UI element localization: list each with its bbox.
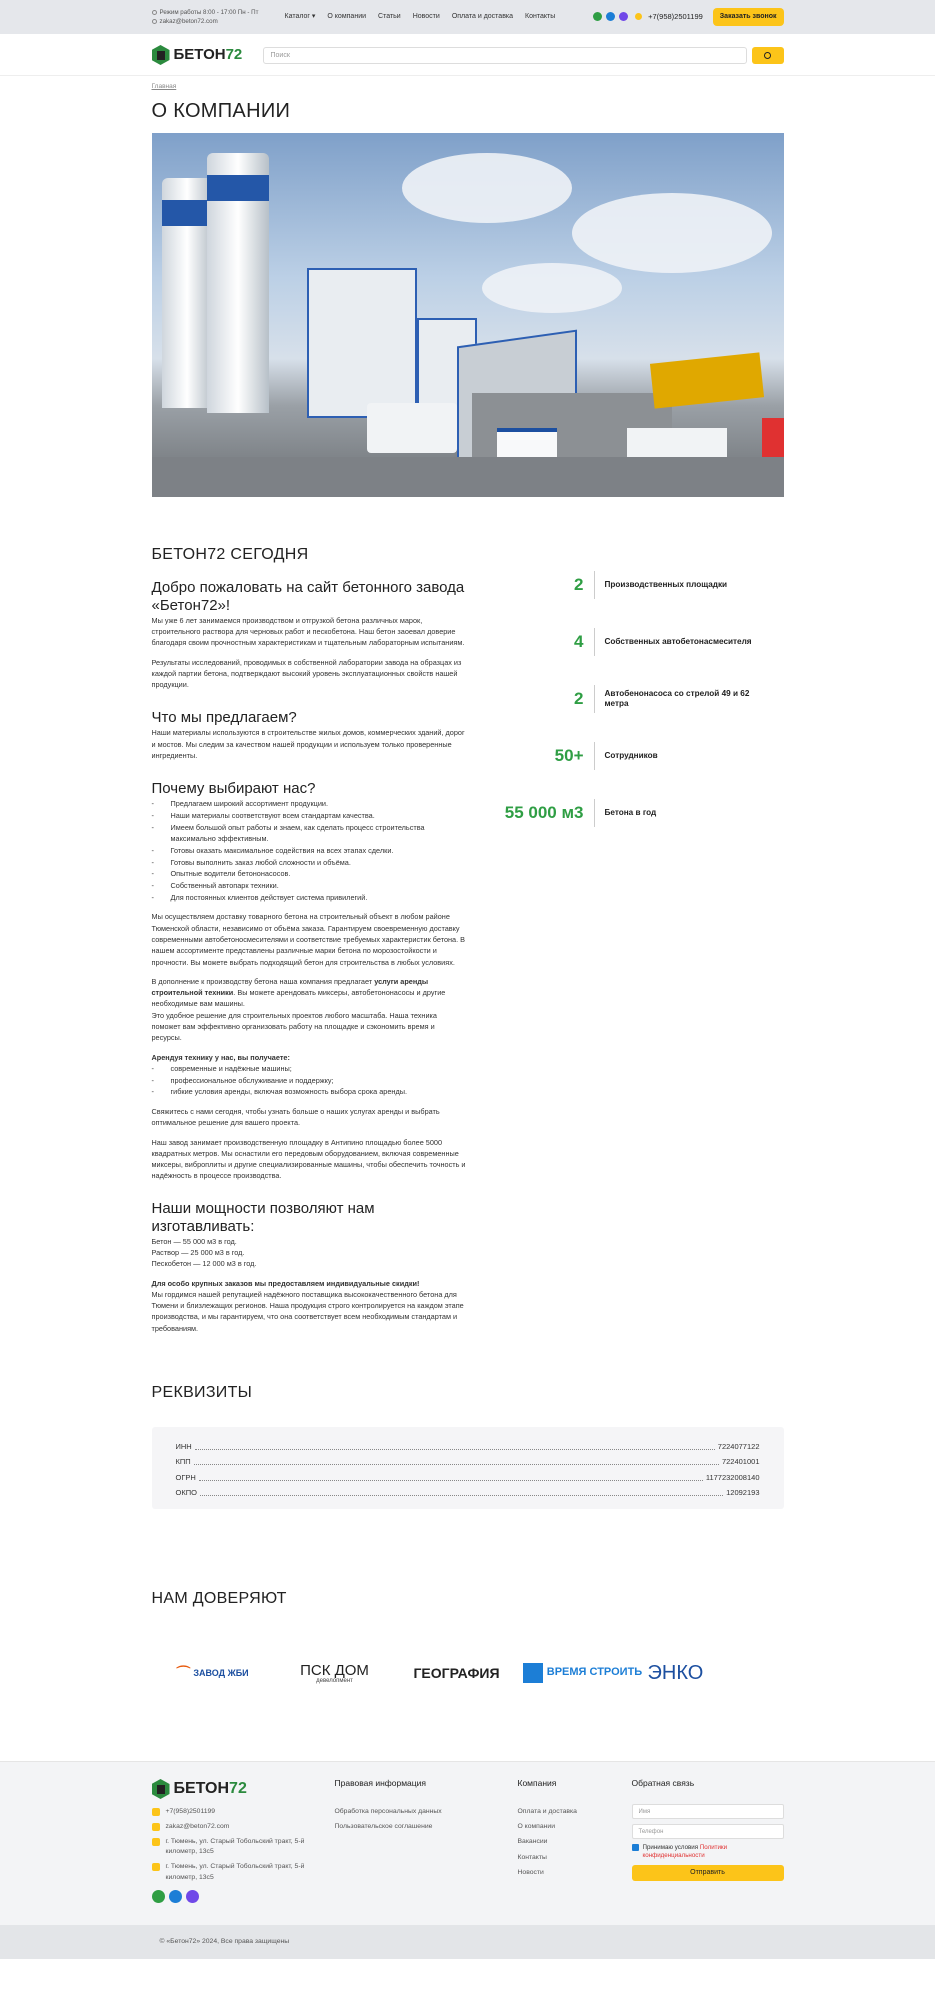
partner-name: ЗАВОД ЖБИ — [193, 1667, 249, 1678]
contact-info — [152, 8, 282, 27]
search-input[interactable]: Поиск — [263, 47, 747, 64]
partner-name: ВРЕМЯ СТРОИТЬ — [546, 1666, 643, 1679]
work-hours: Режим работы 8:00 - 17:00 Пн - Пт — [159, 8, 259, 16]
logo-number: 72 — [225, 46, 243, 64]
requisites-row — [176, 1437, 760, 1453]
welcome-p2: Результаты исследований, проводимых в собственной лаборатории завода на образцах из каждой партии бетона, подтверждают высокий уровень эксплуатационных свойств нашей продукции. — [151, 657, 462, 690]
stat-number: 2 — [574, 574, 584, 594]
partner-name: ЭНКО — [647, 1661, 704, 1684]
requisites-table — [152, 1427, 784, 1509]
checkbox-icon[interactable] — [632, 1844, 639, 1851]
link-about[interactable]: О компании — [517, 1823, 555, 1831]
list-item: - Предлагаем широкий ассортимент продукции. — [152, 798, 466, 810]
list-item: - современные и надёжные машины; — [152, 1063, 466, 1075]
breadcrumb[interactable]: Главная — [151, 83, 177, 90]
footer-messengers — [152, 1890, 335, 1903]
mail-icon — [152, 19, 157, 24]
address-text: г. Тюмень, ул. Старый Тобольский тракт, 5-й километр, 13с5 — [165, 1838, 305, 1856]
final-p: Мы гордимся нашей репутацией надёжного поставщика высококачественного бетона для Тюмени и близлежащих регионов. Наша продукция строго контролируется на каждом этапе производства, и мы гарантируем, что она соответствует всем необходимым стандартам и требованиям. — [151, 1289, 464, 1333]
nav-news[interactable]: Новости — [412, 12, 440, 20]
stat-item — [495, 671, 784, 728]
hero-image — [152, 133, 784, 497]
footer-legal-title: Правовая информация — [334, 1778, 427, 1789]
about-text — [152, 569, 466, 1334]
footer-address-2 — [152, 1862, 335, 1882]
welcome-p1: Мы уже 6 лет занимаемся производством и отгрузкой бетона различных марок, строительного раствора для черновых работ и пескобетона. Наш бетон заоевал доверие благодаря своим прочностным характеристикам и тщательным лабораторным испытаниям. — [151, 615, 465, 648]
req-value: 12092193 — [726, 1488, 760, 1498]
partner-name: ГЕОГРАФИЯ — [413, 1665, 500, 1682]
stat-label: Собственных автобетонасмесителя — [604, 636, 752, 646]
req-value: 7224077122 — [717, 1441, 760, 1451]
nav-contacts[interactable]: Контакты — [525, 12, 556, 20]
req-key: ИНН — [175, 1441, 192, 1451]
partner-logo[interactable]: ⌒ ЗАВОД ЖБИ — [176, 1665, 249, 1682]
logo-number: 72 — [229, 1780, 247, 1798]
feedback-title: Обратная связь — [631, 1778, 695, 1789]
nav-articles[interactable]: Статьи — [378, 12, 401, 20]
link-payment[interactable]: Оплата и доставка — [517, 1807, 577, 1815]
list-item: - Наши материалы соответствуют всем стандартам качества. — [152, 810, 466, 822]
partner-subname: девелопмент — [316, 1677, 353, 1684]
stat-number: 2 — [574, 688, 584, 708]
stat-label: Сотрудников — [604, 750, 658, 760]
logo-cube-icon — [152, 1779, 170, 1799]
footer-phone[interactable] — [152, 1807, 335, 1817]
truck-icon — [152, 1863, 160, 1871]
mail-icon — [152, 1823, 160, 1831]
list-item: - Для постоянных клиентов действует система привилегий. — [152, 892, 466, 904]
footer-legal — [335, 1777, 518, 1902]
nav-catalog[interactable]: Каталог ▾ — [284, 12, 316, 20]
rent-p1-text-end: . Вы можете арендовать миксеры, автобетононасосы и другие необходимые вам машины. — [151, 988, 446, 1009]
link-contacts[interactable]: Контакты — [517, 1853, 547, 1861]
search-button[interactable] — [752, 47, 784, 64]
offer-p: Наши материалы используются в строительстве жилых домов, коммерческих зданий, дорог и мостов. Мы следим за качеством нашей продукции и используем только проверенные ингредиенты. — [151, 728, 465, 760]
capacity-1: Бетон — 55 000 м3 в год. — [151, 1236, 237, 1246]
rent-p1 — [152, 976, 466, 1010]
telegram-icon[interactable] — [606, 12, 615, 21]
partner-logo[interactable] — [648, 1659, 738, 1688]
header — [0, 34, 935, 76]
req-key: КПП — [175, 1457, 191, 1467]
contact-p: Свяжитесь с нами сегодня, чтобы узнать больше о наших услугах аренды и выбрать оптимальное решение для вашего проекта. — [151, 1106, 440, 1128]
rent-head-text: Арендуя технику у нас, вы получаете: — [151, 1052, 290, 1062]
link-news[interactable]: Новости — [517, 1868, 544, 1876]
telegram-icon[interactable] — [169, 1890, 182, 1903]
rent-list — [152, 1063, 466, 1098]
requisites-row — [176, 1468, 760, 1484]
name-field[interactable]: Имя — [632, 1804, 784, 1819]
discount-text: Для особо крупных заказов мы предоставляем индивидуальные скидки! — [151, 1278, 420, 1288]
rent-p1-bold: услуги аренды строительной техники — [151, 976, 429, 998]
partner-logo[interactable] — [518, 1663, 648, 1683]
consent-text: Принимаю условия — [642, 1843, 700, 1851]
callback-button[interactable]: Заказать звонок — [713, 8, 784, 26]
req-key: ОКПО — [175, 1488, 197, 1498]
phone-icon — [152, 1808, 160, 1816]
list-item: - профессиональное обслуживание и поддержку; — [152, 1075, 466, 1087]
copyright-bar — [0, 1925, 935, 1959]
search-icon — [764, 52, 771, 59]
footer-company — [518, 1777, 632, 1902]
phone-field[interactable]: Телефон — [632, 1824, 784, 1839]
link-personal-data[interactable]: Обработка персональных данных — [334, 1807, 442, 1815]
whatsapp-icon[interactable] — [593, 12, 602, 21]
list-item: - Собственный автопарк техники. — [152, 880, 466, 892]
whatsapp-icon[interactable] — [152, 1890, 165, 1903]
stats — [466, 557, 784, 1334]
phone-icon — [635, 13, 642, 20]
stat-label: Производственных площадки — [604, 579, 728, 589]
requisites-row — [176, 1484, 760, 1500]
nav-about[interactable]: О компании — [327, 12, 367, 20]
location-icon — [152, 1838, 160, 1846]
feedback-form — [632, 1777, 784, 1902]
partner-name: ПСК ДОМ — [300, 1661, 369, 1679]
list-item: - гибкие условия аренды, включая возможность выбора срока аренды. — [152, 1086, 466, 1098]
rent-p1-text: В дополнение к производству бетона наша компания предлагает — [151, 976, 375, 986]
footer-contacts — [152, 1777, 335, 1902]
footer-address-1 — [152, 1837, 335, 1857]
stat-item — [495, 614, 784, 671]
req-key: ОГРН — [175, 1472, 196, 1482]
partners-carousel[interactable] — [152, 1653, 784, 1693]
stat-label: Автобенонасоса со стрелой 49 и 62 метра — [604, 688, 750, 709]
discount — [152, 1278, 466, 1289]
delivery-p: Мы осуществляем доставку товарного бетона на строительный объект в любом районе Тюменской области, независимо от объёма заказа. Гарантируем своевременную доставку современными автобетоносмесителями и соответствие требуемых характеристик бетона. В нашем ассортименте представлены различные марки бетона по морозостойкости и прочности. Вы можете выбрать подходящий бетон для строительства в любых условиях. — [151, 912, 466, 967]
stat-number: 55 000 м3 — [504, 802, 584, 822]
top-right — [593, 8, 783, 26]
link-user-agreement[interactable]: Пользовательское соглашение — [334, 1823, 433, 1831]
copyright: © «Бетон72» 2024, Все права защищены — [159, 1938, 290, 1946]
logo-text: БЕТОН — [173, 1780, 230, 1798]
requisites-title: РЕКВИЗИТЫ — [151, 1384, 253, 1402]
stat-item — [495, 785, 784, 842]
top-email[interactable]: zakaz@beton72.com — [159, 18, 218, 25]
list-item: - Имеем большой опыт работы и знаем, как сделать процесс строительства максимально эффективным. — [152, 822, 466, 845]
footer-email-text: zakaz@beton72.com — [165, 1822, 230, 1830]
partner-logo[interactable] — [274, 1663, 396, 1684]
footer — [0, 1761, 935, 1925]
capacity-title: Наши мощности позволяют нам изготавливать: — [151, 1199, 375, 1235]
logo-text: БЕТОН — [173, 46, 226, 64]
page-title: О КОМПАНИИ — [151, 100, 291, 123]
stat-item — [495, 728, 784, 785]
why-list — [152, 798, 466, 903]
footer-email[interactable] — [152, 1822, 335, 1832]
req-value: 722401001 — [721, 1457, 760, 1467]
submit-button[interactable]: Отправить — [632, 1865, 784, 1881]
top-nav — [285, 12, 556, 22]
privacy-link[interactable]: Политики конфиденциальности — [642, 1843, 728, 1859]
rent-p2: Это удобное решение для строительных проектов любого масштаба. Наша техника поможет вам эффективно организовать работу на площадке и сэкономить время и ресурсы. — [151, 1010, 437, 1043]
viber-icon[interactable] — [186, 1890, 199, 1903]
offer-title: Что мы предлагаем? — [151, 709, 297, 727]
plant-p: Наш завод занимает производственную площадку в Антипино площадью более 5000 квадратных метров. Мы оснастили его передовым оборудованием, включая современные миксеры, виброплиты и другие специализированные машины, чтобы обеспечить точность и надёжность в процессе производства. — [151, 1137, 466, 1181]
capacity-2: Раствор — 25 000 м3 в год. — [151, 1247, 245, 1257]
address-text: г. Тюмень, ул. Старый Тобольский тракт, 5-й километр, 13с5 — [165, 1863, 305, 1881]
footer-phone-text: +7(958)2501199 — [165, 1807, 216, 1815]
top-phone[interactable]: +7(958)2501199 — [648, 11, 703, 21]
requisites-row — [176, 1453, 760, 1469]
partner-logo[interactable] — [396, 1663, 518, 1683]
stat-number: 50+ — [554, 745, 584, 765]
partners-title: НАМ ДОВЕРЯЮТ — [151, 1590, 287, 1608]
consent-checkbox[interactable] — [632, 1844, 784, 1860]
footer-logo[interactable] — [152, 1777, 261, 1800]
list-item: - Опытные водители бетононасосов. — [152, 868, 466, 880]
logo[interactable] — [152, 44, 261, 66]
nav-payment[interactable]: Оплата и доставка — [451, 12, 514, 20]
today-title: БЕТОН72 СЕГОДНЯ — [151, 546, 309, 564]
stat-item — [495, 557, 784, 614]
stat-label: Бетона в год — [604, 807, 657, 817]
stat-number: 4 — [574, 631, 584, 651]
req-value: 1177232008140 — [705, 1472, 760, 1482]
topbar — [0, 0, 935, 34]
viber-icon[interactable] — [619, 12, 628, 21]
welcome-title: Добро пожаловать на сайт бетонного завода «Бетон72»! — [151, 578, 465, 614]
rent-head — [152, 1052, 466, 1063]
list-item: - Готовы выполнить заказ любой сложности и объёма. — [152, 857, 466, 869]
capacity-3: Пескобетон — 12 000 м3 в год. — [151, 1259, 257, 1269]
why-title: Почему выбирают нас? — [151, 780, 316, 798]
clock-icon — [152, 10, 157, 15]
logo-cube-icon — [152, 45, 170, 65]
link-vacancies[interactable]: Вакансии — [517, 1838, 548, 1846]
footer-company-title: Компания — [517, 1778, 557, 1789]
list-item: - Готовы оказать максимальное содействия на всех этапах сделки. — [152, 845, 466, 857]
